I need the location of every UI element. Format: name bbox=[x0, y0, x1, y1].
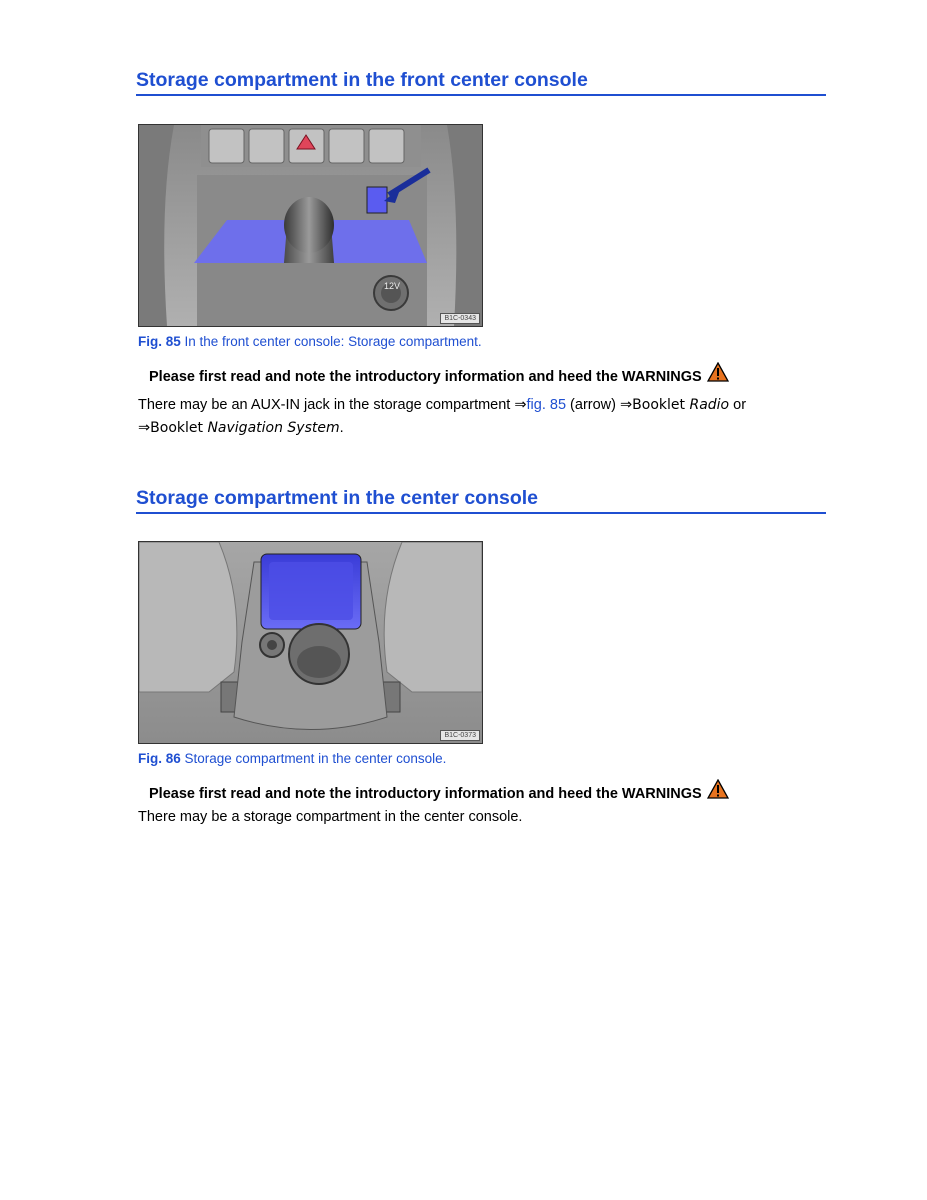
front-console-illustration bbox=[139, 125, 482, 326]
figure-code: B1C-0343 bbox=[440, 313, 480, 324]
warnings-note-2 bbox=[149, 782, 729, 806]
section-title-front-console: Storage compartment in the front center console bbox=[136, 68, 826, 96]
body-paragraph-center: There may be a storage compartment in the center console. bbox=[138, 809, 523, 825]
caption-label: Fig. 86 bbox=[138, 751, 181, 766]
fig-85-link[interactable]: fig. 85 bbox=[526, 397, 567, 413]
body-paragraph-aux bbox=[138, 394, 828, 440]
body-text-part: or bbox=[729, 397, 747, 413]
section-title-center-console: Storage compartment in the center console bbox=[136, 486, 826, 514]
caption-text: In the front center console: Storage compartment. bbox=[180, 334, 482, 349]
caption-label: Fig. 85 bbox=[138, 334, 181, 349]
figure-label-12v: 12V bbox=[384, 281, 401, 291]
booklet-title-navigation: Navigation System bbox=[207, 420, 340, 436]
warning-triangle-icon bbox=[707, 362, 729, 386]
note-text: Please first read and note the introductory information and heed the WARNINGS bbox=[149, 369, 702, 385]
booklet-reference: Booklet bbox=[632, 397, 690, 413]
figure-front-console bbox=[138, 124, 483, 327]
figure-center-console bbox=[138, 541, 483, 744]
figure-caption-86 bbox=[138, 751, 446, 766]
reference-arrow: ⇒ bbox=[620, 397, 633, 413]
warning-triangle-icon bbox=[707, 779, 729, 803]
booklet-reference: Booklet bbox=[150, 420, 208, 436]
figure-code: B1C-0373 bbox=[440, 730, 480, 741]
body-text-part: (arrow) bbox=[566, 397, 621, 413]
body-text-part: . bbox=[339, 420, 344, 436]
center-console-illustration bbox=[139, 542, 482, 743]
body-text-part: There may be an AUX-IN jack in the storage compartment bbox=[138, 397, 515, 413]
note-text: Please first read and note the introductory information and heed the WARNINGS bbox=[149, 786, 702, 802]
reference-arrow: ⇒ bbox=[514, 397, 527, 413]
warnings-note-1 bbox=[149, 365, 729, 389]
booklet-title-radio: Radio bbox=[689, 397, 730, 413]
figure-caption-85 bbox=[138, 334, 482, 349]
reference-arrow: ⇒ bbox=[138, 420, 151, 436]
caption-text: Storage compartment in the center console. bbox=[180, 751, 447, 766]
